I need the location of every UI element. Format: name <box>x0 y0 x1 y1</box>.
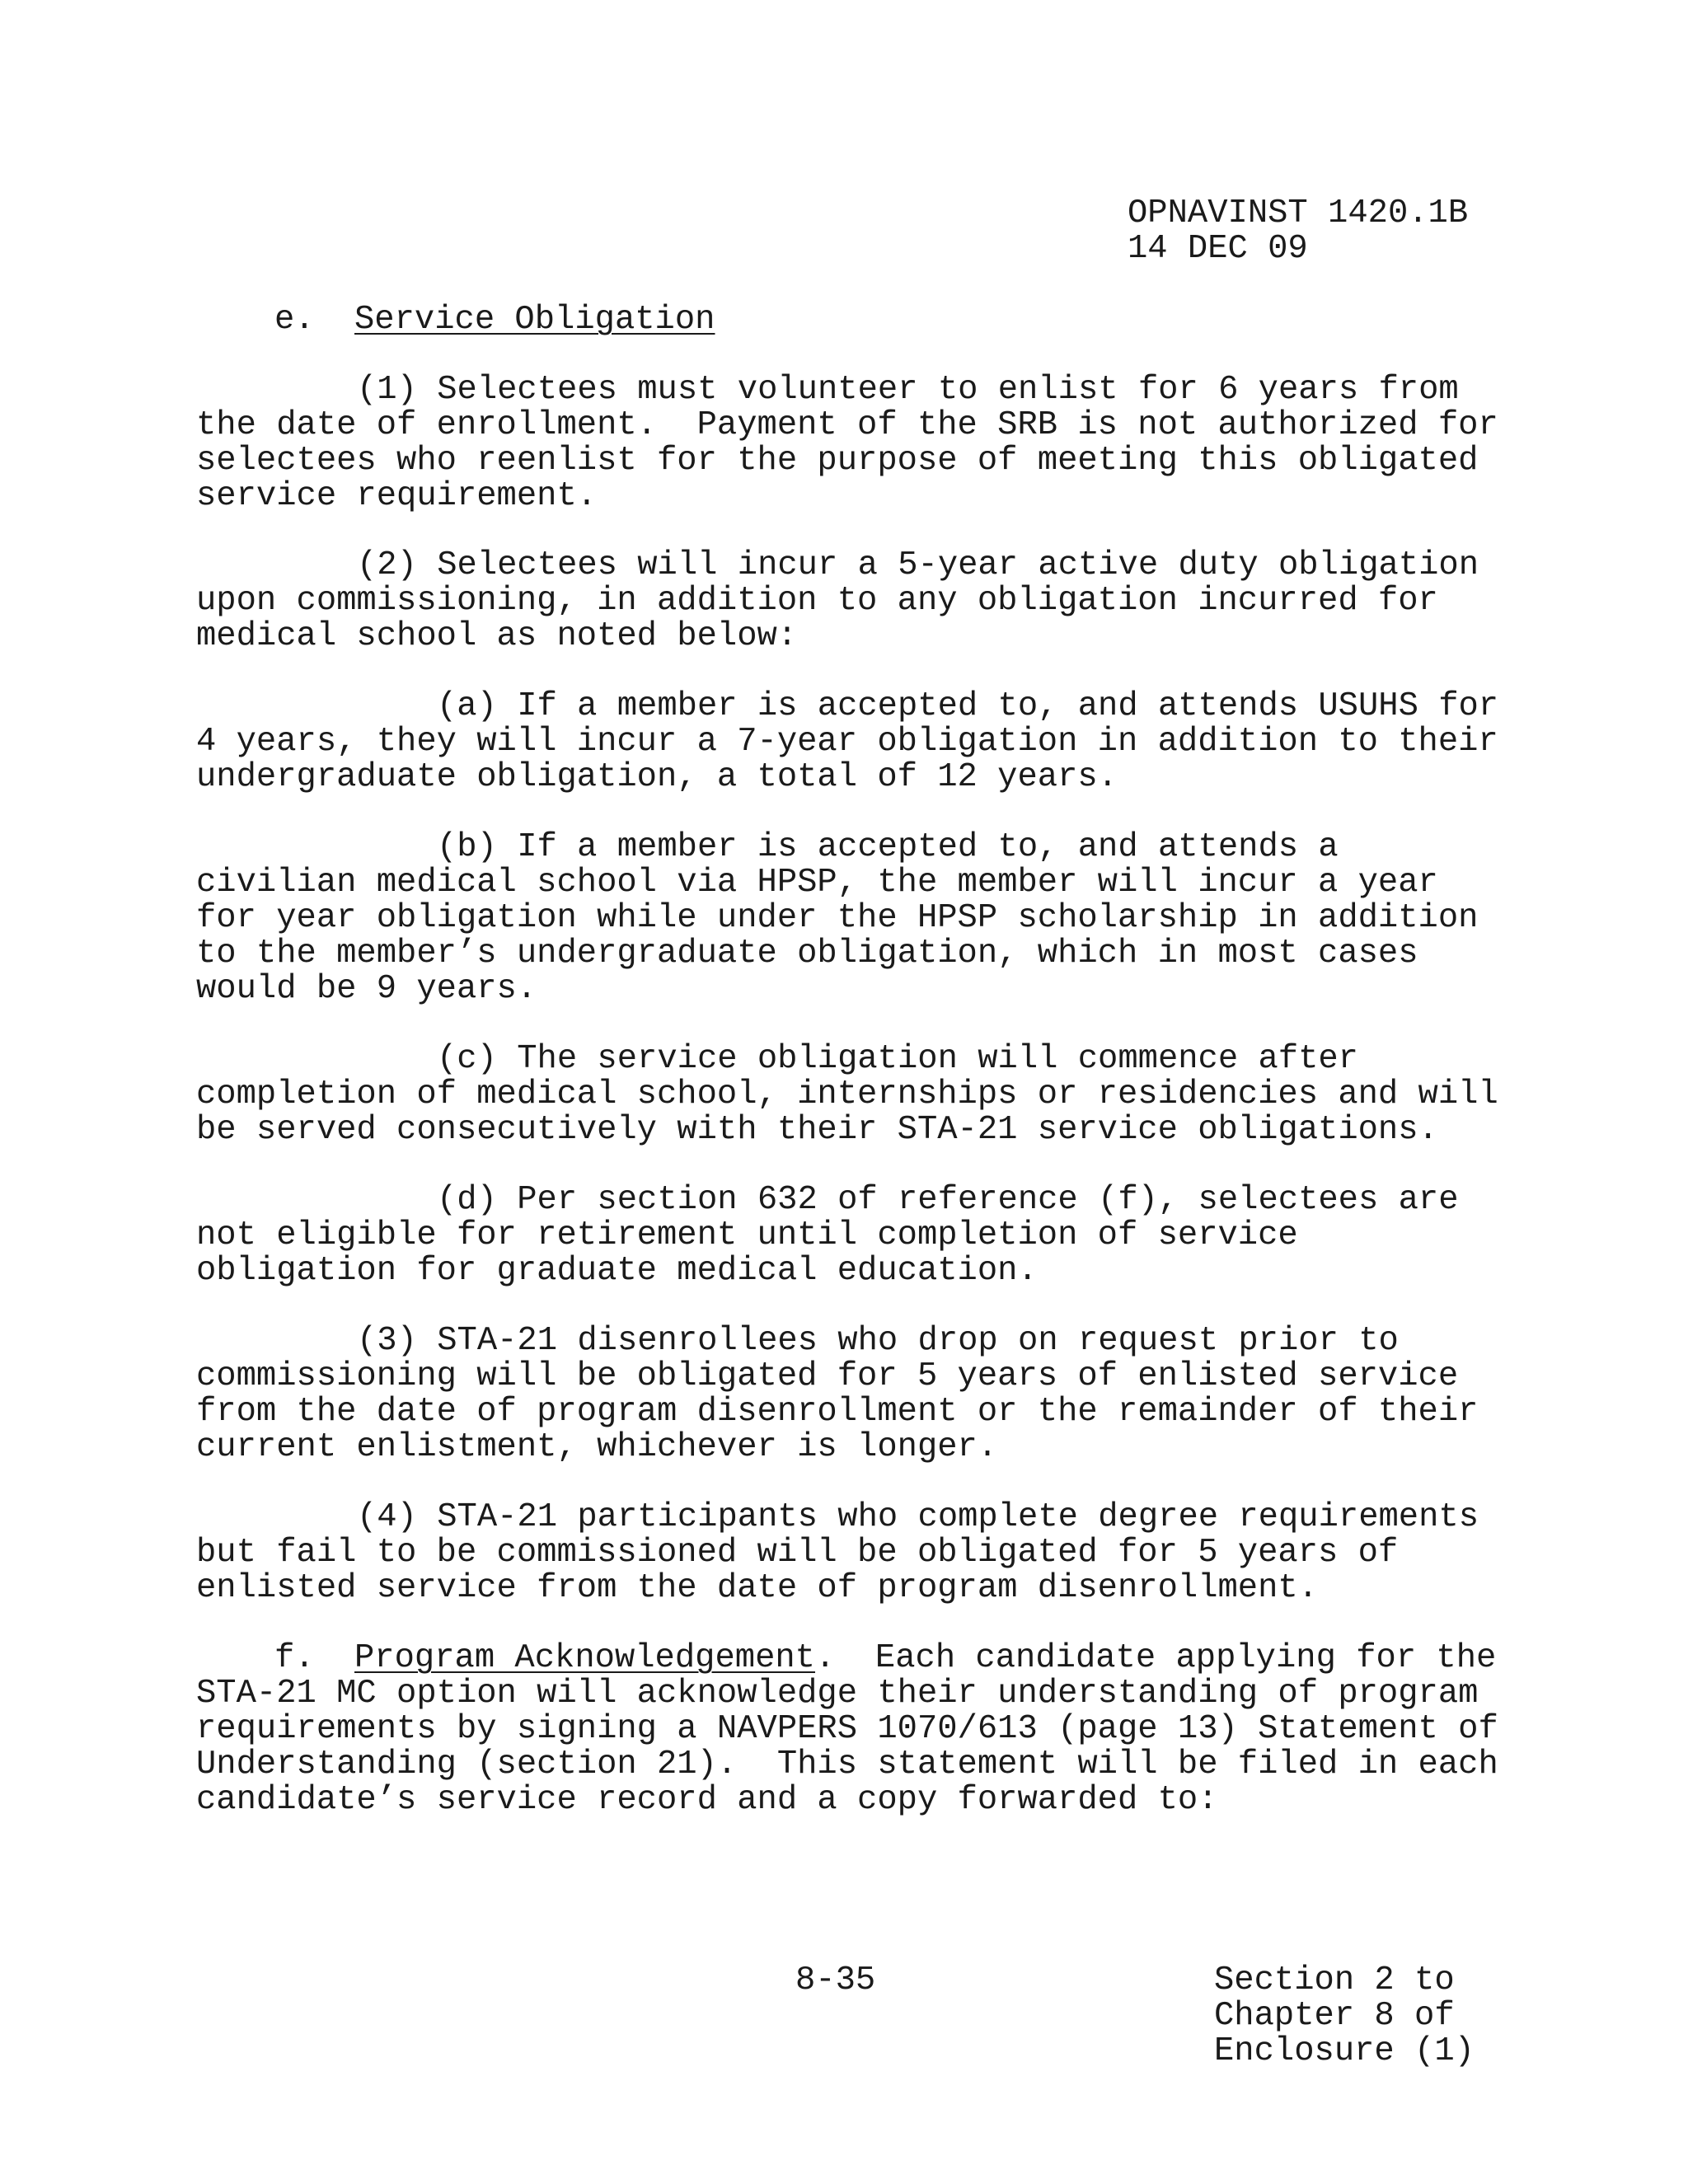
para-2b-line: to the member’s undergraduate obligation, which in most cases <box>196 935 1418 972</box>
para-1-line: the date of enrollment. Payment of the SRB is not authorized for <box>196 406 1498 444</box>
section-e-label: e. <box>274 301 315 339</box>
para-2-line: upon commissioning, in addition to any obligation incurred for <box>196 582 1438 620</box>
footer-location-line: Enclosure (1) <box>1214 2032 1475 2070</box>
footer-location-line: Chapter 8 of <box>1214 1997 1455 2035</box>
para-3-line: from the date of program disenrollment or the remainder of their <box>196 1393 1479 1431</box>
section-f-line: requirements by signing a NAVPERS 1070/613 (page 13) Statement of <box>196 1710 1498 1748</box>
para-2c-line: be served consecutively with their STA-21 service obligations. <box>196 1111 1438 1149</box>
para-2c-line: completion of medical school, internships or residencies and will <box>196 1076 1498 1113</box>
para-3-line: (3) STA-21 disenrollees who drop on request prior to <box>357 1322 1399 1360</box>
para-2b-line: for year obligation while under the HPSP scholarship in addition <box>196 899 1479 937</box>
para-1-line: service requirement. <box>196 477 598 515</box>
para-2a-line: undergraduate obligation, a total of 12 years. <box>196 758 1118 796</box>
instruction-date: 14 DEC 09 <box>1128 230 1308 268</box>
para-2b-line: civilian medical school via HPSP, the member will incur a year <box>196 864 1438 902</box>
section-f-line: STA-21 MC option will acknowledge their understanding of program <box>196 1675 1479 1713</box>
para-4-line: (4) STA-21 participants who complete degree requirements <box>357 1498 1479 1536</box>
instruction-number: OPNAVINST 1420.1B <box>1128 194 1469 232</box>
para-2b-line: would be 9 years. <box>196 970 537 1008</box>
para-2c-line: (c) The service obligation will commence after <box>437 1040 1358 1078</box>
para-2a-line: 4 years, they will incur a 7-year obligation in addition to their <box>196 723 1498 761</box>
para-2d-line: obligation for graduate medical education. <box>196 1252 1038 1290</box>
para-2-line: (2) Selectees will incur a 5-year active duty obligation <box>357 546 1479 584</box>
para-4-line: but fail to be commissioned will be obligated for 5 years of <box>196 1534 1399 1572</box>
section-f-line: candidate’s service record and a copy forwarded to: <box>196 1781 1218 1819</box>
footer-location-line: Section 2 to <box>1214 1961 1455 1999</box>
para-3-line: commissioning will be obligated for 5 years of enlisted service <box>196 1357 1459 1395</box>
para-4-line: enlisted service from the date of program disenrollment. <box>196 1569 1319 1607</box>
section-f-first-line-rest: . Each candidate applying for the <box>815 1639 1497 1677</box>
para-2a-line: (a) If a member is accepted to, and attends USUHS for <box>437 687 1499 725</box>
section-f-line: Understanding (section 21). This statement will be filed in each <box>196 1746 1498 1783</box>
para-3-line: current enlistment, whichever is longer. <box>196 1428 998 1466</box>
para-1-line: selectees who reenlist for the purpose of meeting this obligated <box>196 442 1479 480</box>
section-f-heading: Program Acknowledgement <box>354 1639 815 1677</box>
para-2-line: medical school as noted below: <box>196 617 798 655</box>
para-2d-line: (d) Per section 632 of reference (f), selectees are <box>437 1181 1459 1219</box>
para-1-line: (1) Selectees must volunteer to enlist for 6 years from <box>357 371 1459 409</box>
section-e-heading: Service Obligation <box>354 301 715 339</box>
section-f-label: f. <box>274 1639 315 1677</box>
para-2b-line: (b) If a member is accepted to, and attends a <box>437 828 1339 866</box>
page-number: 8-35 <box>795 1961 876 1999</box>
section-f-first-line <box>354 1641 1496 1676</box>
para-2d-line: not eligible for retirement until completion of service <box>196 1216 1298 1254</box>
